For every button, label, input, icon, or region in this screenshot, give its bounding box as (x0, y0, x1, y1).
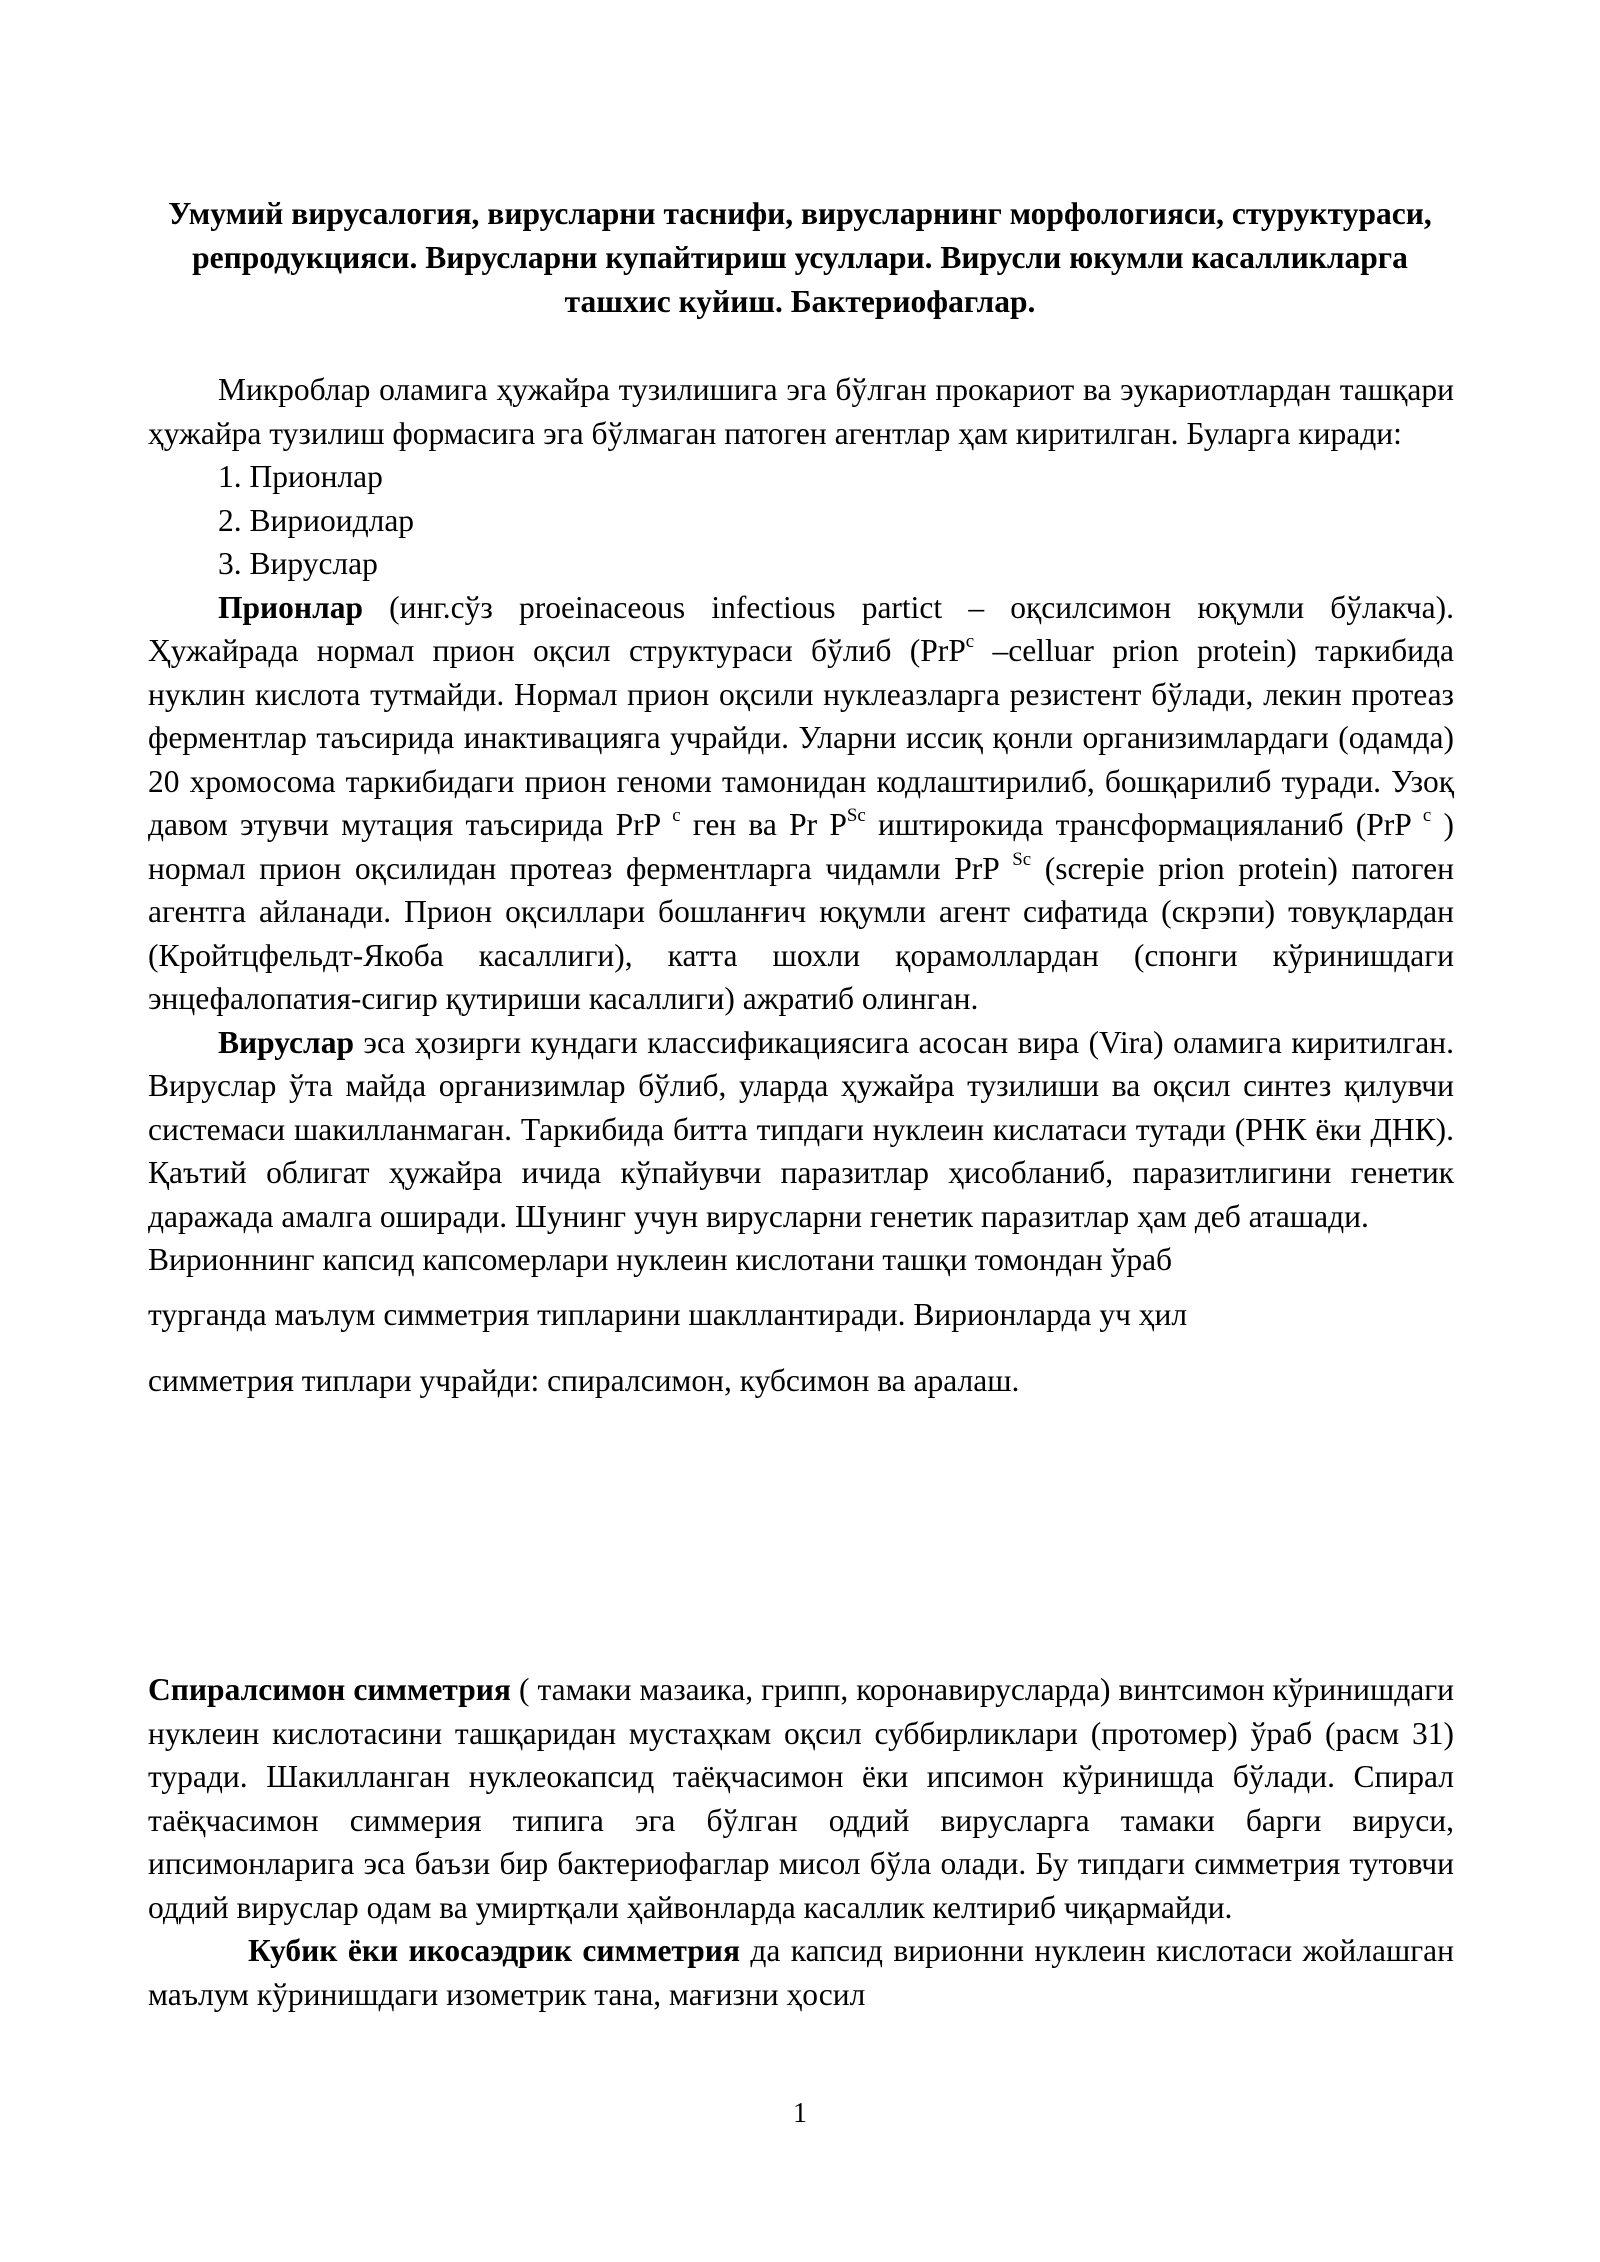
body-section-2 (148, 1668, 1454, 2016)
spiral-paragraph: Спиралсимон симметрия ( тамаки мазаика, грипп, коронавирусларда) винтсимон кўринишдаги нуклеин кислотасини ташқаридан мустаҳкам оқсил суббирликлари (протомер) ўраб (расм 31) туради. Шакилланган нуклеокапсид таёқчасимон ёки ипсимон кўринишда бўлади. Спирал таёқчасимон симмерия типига эга бўлган оддий вирусларга тамаки барги вируси, ипсимонларига эса баъзи бир бактериофаглар мисол бўла олади. Бу типдаги симметрия тутовчи оддий вируслар одам ва умиртқали ҳайвонларда касаллик келтириб чиқармайди. (148, 1672, 1454, 1925)
cubic-term: Кубик ёки икосаэдрик симметрия (248, 1933, 740, 1968)
list-item: 2. Вириоидлар (218, 502, 415, 538)
prions-paragraph: Прионлар (инг.сўз proeinaceous infectious partict – оқсилсимон юқумли бўлакча). Ҳужайрада нормал прион оқсил структураси бўлиб (PrP$^c$ –celluar prion protein) таркибида нуклин кислота тутмайди. Нормал прион оқсили нуклеазларга резистент бўлади, лекин протеаз ферментлар таъсирида инактивацияга учрайди. Уларни иссиқ қонли организимлардаги (одамда) 20 хромосома таркибидаги прион геноми тамонидан кодлаштирилиб, бошқарилиб туради. Узоқ давом этувчи мутация таъсирида PrP $^c$ ген ва Pr $P^{Sc}$ иштирокида трансформацияланиб (PrP $^c$ ) нормал прион оқсилидан протеаз ферментларга чидамли PrP $^{Sc}$ (screpie prion protein) патоген агентга айланади. Прион оқсиллари бошланғич юқумли агент сифатида (скрэпи) товуқлардан (Кройтцфельдт-Якоба касаллиги), катта шохли қорамоллардан (спонги кўринишдаги энцефалопатия-сигир қутириши касаллиги) ажратиб олинган. (148, 589, 1455, 1016)
cubic-paragraph: Кубик ёки икосаэдрик симметрия да капсид вирионни нуклеин кислотаси жойлашган маълум кўринишдаги изометрик тана, мағизни ҳосил (148, 1933, 1454, 2012)
list-item: 1. Прионлар (218, 459, 383, 494)
intro-paragraph: Микроблар оламига ҳужайра тузилишига эга бўлган прокариот ва эукариотлардан ташқари ҳужайра тузилиш формасига эга бўлмаган патоген агентлар ҳам киритилган. Буларга киради: (148, 372, 1454, 451)
spiral-term: Спиралсимон симметрия (148, 1672, 511, 1707)
virion-line: симметрия типлари учрайди: спиралсимон, кубсимон ва аралаш. (148, 1362, 1020, 1398)
virion-line: турганда маълум симметрия типларини шакллантиради. Вирионларда уч ҳил (148, 1296, 1188, 1332)
document-title: Умумий вирусалогия, вирусларни таснифи, вирусларнинг морфологияси, стуруктураси, репродукцияси. Вирусларни купайтириш усуллари. Вирусли юкумли касалликларга ташхис куйиш. Бактериофаглар. (168, 196, 1432, 319)
body-section-1 (148, 368, 1454, 1414)
viruses-term: Вируслар (218, 1024, 354, 1060)
virion-line: Вирионнинг капсид капсомерлари нуклеин кислотани ташқи томондан ўраб (148, 1242, 1173, 1277)
page-number: 1 (793, 2098, 807, 2129)
prions-term: Прионлар (218, 589, 364, 625)
list-item: 3. Вируслар (218, 546, 378, 581)
viruses-paragraph: Вируслар эса ҳозирги кундаги классификациясига асосан вира (Vira) оламига киритилган. Вируслар ўта майда организимлар бўлиб, уларда ҳужайра тузилиши ва оқсил синтез қилувчи системаси шакилланмаган. Таркибида битта типдаги нуклеин кислатаси тутади (РНК ёки ДНК). Қаътий облигат ҳужайра ичида кўпайувчи паразитлар ҳисобланиб, паразитлигини генетик даражада амалга оширади. Шунинг учун вирусларни генетик паразитлар ҳам деб аташади. (148, 1024, 1454, 1234)
